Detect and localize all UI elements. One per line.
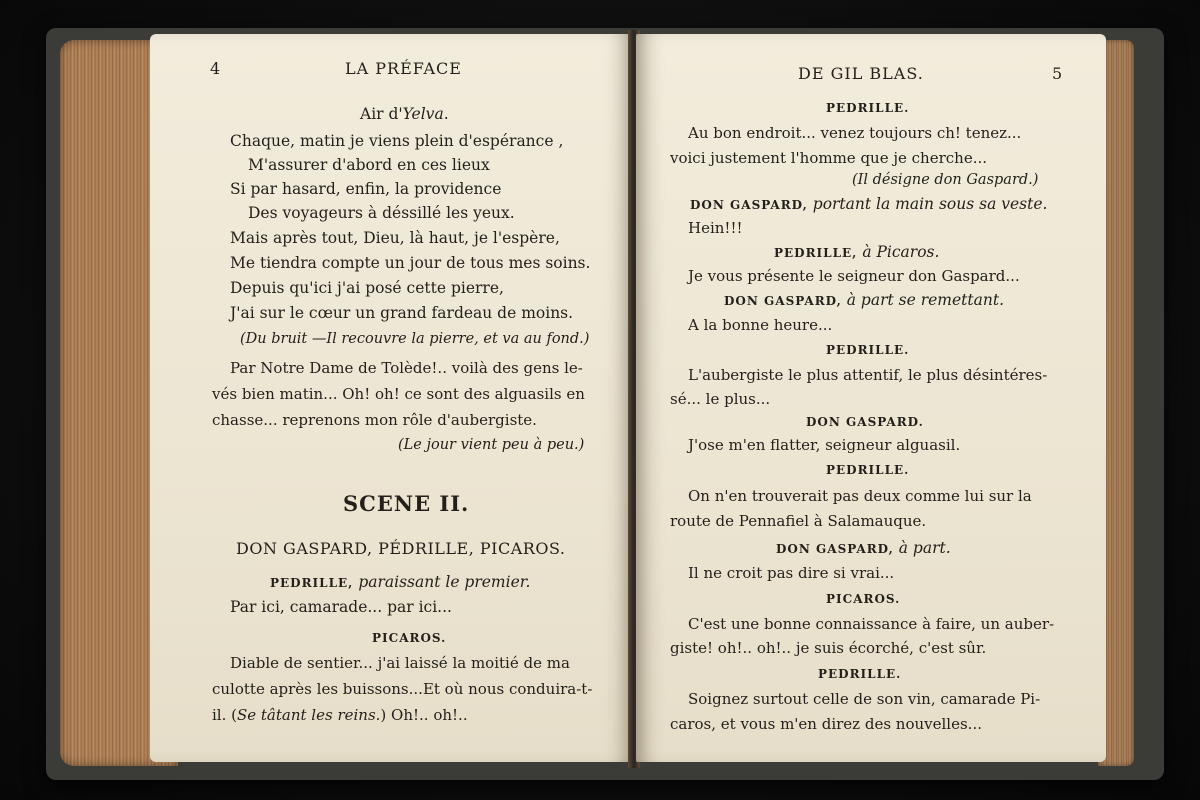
cast-list: DON GASPARD, PÉDRILLE, PICAROS. [236,539,566,558]
speech-line: Diable de sentier... j'ai laissé la moitié de ma [230,654,570,672]
speech-line: Au bon endroit... venez toujours ch! tenez... [688,124,1022,142]
speech-line: C'est une bonne connaissance à faire, un auber- [688,615,1055,633]
speech-line: Je vous présente le seigneur don Gaspard... [688,267,1020,285]
song-line: J'ai sur le cœur un grand fardeau de moins. [230,304,574,322]
song-line: Si par hasard, enfin, la providence [230,180,502,198]
right-running-head: DE GIL BLAS. [798,64,924,83]
song-line: Mais après tout, Dieu, là haut, je l'espère, [230,229,560,247]
song-line: Chaque, matin je viens plein d'espérance , [230,132,564,150]
speaker-heading: PEDRILLE. [826,101,910,115]
speech-line: Par ici, camarade... par ici... [230,598,452,616]
right-page-number: 5 [1052,64,1064,83]
right-page [636,34,1106,762]
prose-line: Par Notre Dame de Tolède!.. voilà des gens le- [230,359,583,377]
speech-line: Il ne croit pas dire si vrai... [688,564,895,582]
speech-line: route de Pennafiel à Salamauque. [670,512,927,530]
speaker-heading: PEDRILLE. [818,667,902,681]
left-page [150,34,632,762]
speech-line: il. (Se tâtant les reins.) Oh!.. oh!.. [212,706,468,724]
speech-line: giste! oh!.. oh!.. je suis écorché, c'est sûr. [670,639,987,657]
speaker-heading: PEDRILLE. [826,463,910,477]
speech-line: L'aubergiste le plus attentif, le plus désintéres- [688,366,1048,384]
speech-line: culotte après les buissons...Et où nous conduira-t- [212,680,593,698]
song-line: M'assurer d'abord en ces lieux [248,156,490,174]
speech-line: Soignez surtout celle de son vin, camarade Pi- [688,690,1041,708]
stage-direction: (Du bruit —Il recouvre la pierre, et va au fond.) [240,331,590,347]
speech-line: caros, et vous m'en direz des nouvelles... [670,715,982,733]
song-line: Des voyageurs à déssillé les yeux. [248,204,515,222]
speech-line: A la bonne heure... [688,316,833,334]
speech-line: J'ose m'en flatter, seigneur alguasil. [688,436,961,454]
speaker-heading: DON GASPARD, portant la main sous sa veste. [690,195,1048,213]
speech-line: Hein!!! [688,219,743,237]
stage-direction: (Le jour vient peu à peu.) [398,437,585,453]
speech-line: sé... le plus... [670,390,771,408]
speech-line: voici justement l'homme que je cherche... [670,149,987,167]
stage-direction: (Il désigne don Gaspard.) [852,172,1039,188]
speaker-heading: PEDRILLE, à Picaros. [774,243,940,261]
left-running-head: LA PRÉFACE [345,59,462,78]
song-line: Depuis qu'ici j'ai posé cette pierre, [230,279,504,297]
prose-line: vés bien matin... Oh! oh! ce sont des alguasils en [212,385,585,403]
left-page-number: 4 [210,59,222,78]
speaker-heading: DON GASPARD, à part se remettant. [724,291,1005,309]
speaker-heading: PICAROS. [372,631,447,645]
air-title: Air d'Yelva. [360,105,449,123]
speaker-heading: DON GASPARD. [806,415,924,429]
prose-line: chasse... reprenons mon rôle d'aubergiste. [212,411,537,429]
speech-line: On n'en trouverait pas deux comme lui sur la [688,487,1032,505]
speaker-heading: PEDRILLE. [826,343,910,357]
song-line: Me tiendra compte un jour de tous mes soins. [230,254,591,272]
scene-title: SCENE II. [343,491,470,516]
speaker-heading: PEDRILLE, paraissant le premier. [270,573,531,591]
speaker-heading: PICAROS. [826,592,901,606]
speaker-heading: DON GASPARD, à part. [776,539,951,557]
